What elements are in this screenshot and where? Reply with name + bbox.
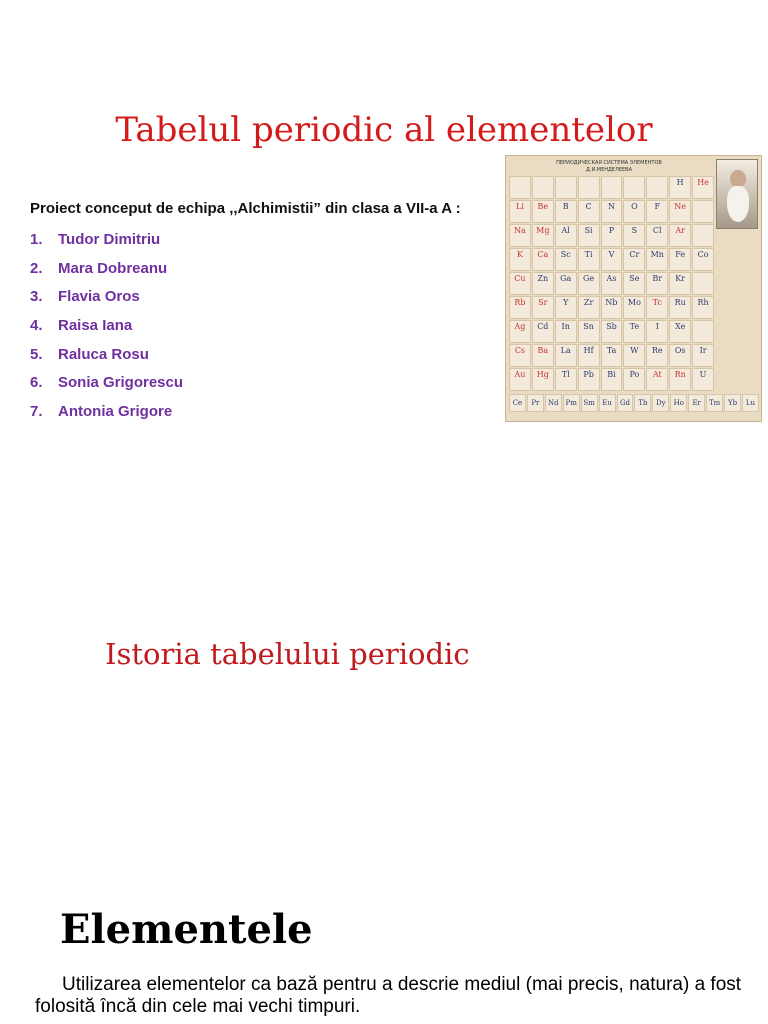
list-number: 6. [30,374,43,392]
element-cell: Ce [509,394,526,412]
element-cell: Y [555,296,577,319]
element-cell: Ca [532,248,554,271]
element-cell: Gd [617,394,634,412]
element-cell: Mo [623,296,645,319]
element-cell [692,320,714,343]
element-cell: Pm [563,394,580,412]
element-cell: Ne [669,200,691,223]
element-cell [623,176,645,199]
lanthanide-row [509,394,759,412]
element-cell: Dy [652,394,669,412]
element-cell: Nb [601,296,623,319]
element-grid [509,176,714,388]
element-cell: Ge [578,272,600,295]
element-cell: Ar [669,224,691,247]
element-cell [532,176,554,199]
member-name: Raluca Rosu [58,345,149,363]
element-cell: Rn [669,368,691,391]
element-cell [692,224,714,247]
element-cell [578,176,600,199]
element-cell: Se [623,272,645,295]
table-caption-line: Д.И.МЕНДЕЛЕЕВА [585,167,633,173]
list-number: 3. [30,288,43,306]
page-title: Tabelul periodic al elementelor [115,110,653,150]
element-cell: He [692,176,714,199]
element-cell: Ho [670,394,687,412]
list-number: 7. [30,403,43,421]
element-cell: N [601,200,623,223]
table-caption-line: ПЕРИОДИЧЕСКАЯ СИСТЕМА ЭЛЕМЕНТОВ [556,160,662,166]
list-number: 2. [30,259,43,277]
element-cell: At [646,368,668,391]
element-cell: Tm [706,394,723,412]
body-paragraph: Utilizarea elementelor ca bază pentru a descrie mediul (mai precis, natura) a fost folosită încă din cele mai vechi timpuri. [35,974,742,1017]
element-cell: Ag [509,320,531,343]
element-cell: Sn [578,320,600,343]
list-item [30,398,183,427]
element-cell: Tl [555,368,577,391]
element-cell [509,176,531,199]
element-cell: Tb [634,394,651,412]
list-item [30,283,183,312]
element-cell: Be [532,200,554,223]
element-cell: Ba [532,344,554,367]
element-cell: S [623,224,645,247]
element-cell: Fe [669,248,691,271]
member-name: Antonia Grigore [58,403,173,421]
list-number: 4. [30,317,43,335]
member-name: Flavia Oros [58,288,140,306]
list-number: 1. [30,231,43,248]
element-cell: H [669,176,691,199]
element-cell: Yb [724,394,741,412]
element-cell: Zn [532,272,554,295]
element-cell: Te [623,320,645,343]
project-intro: Proiect conceput de echipa ,,Alchimistii” din clasa a VII-a A : [30,200,461,217]
element-cell: Bi [601,368,623,391]
member-name: Tudor Dimitriu [58,231,161,248]
element-cell: C [578,200,600,223]
list-item [30,255,183,284]
element-cell: Po [623,368,645,391]
periodic-table-image [505,155,762,422]
element-cell: Sc [555,248,577,271]
element-cell [601,176,623,199]
element-cell: Au [509,368,531,391]
element-cell: As [601,272,623,295]
element-cell: Hg [532,368,554,391]
element-cell: Ru [669,296,691,319]
team-member-list [30,226,183,427]
table-caption [534,160,684,174]
mendeleev-portrait-image [716,159,758,229]
element-cell: Rh [692,296,714,319]
element-cell: La [555,344,577,367]
element-cell: Ga [555,272,577,295]
element-cell: Cr [623,248,645,271]
element-cell: I [646,320,668,343]
element-cell: Mn [646,248,668,271]
element-cell: U [692,368,714,391]
element-cell: Re [646,344,668,367]
element-cell: K [509,248,531,271]
element-cell: In [555,320,577,343]
element-cell: Xe [669,320,691,343]
element-cell: Ta [601,344,623,367]
element-cell: Ti [578,248,600,271]
element-cell: Li [509,200,531,223]
element-cell: Pb [578,368,600,391]
element-cell: O [623,200,645,223]
element-cell: Mg [532,224,554,247]
element-cell: W [623,344,645,367]
list-item [30,226,183,255]
element-cell: Cs [509,344,531,367]
member-name: Sonia Grigorescu [58,374,184,392]
element-cell: Br [646,272,668,295]
element-cell: Co [692,248,714,271]
section-heading: Elementele [60,906,313,953]
element-cell: Zr [578,296,600,319]
element-cell: Rb [509,296,531,319]
element-cell: Si [578,224,600,247]
element-cell: Cl [646,224,668,247]
element-cell: Er [688,394,705,412]
element-cell: Al [555,224,577,247]
list-item [30,312,183,341]
element-cell: B [555,200,577,223]
element-cell: Sr [532,296,554,319]
element-cell: Hf [578,344,600,367]
element-cell: Kr [669,272,691,295]
element-cell: Sb [601,320,623,343]
list-number: 5. [30,345,43,363]
element-cell: Cu [509,272,531,295]
list-item [30,369,183,398]
member-name: Mara Dobreanu [58,259,168,277]
element-cell: Lu [742,394,759,412]
element-cell: Os [669,344,691,367]
element-cell: P [601,224,623,247]
element-cell [692,200,714,223]
element-cell: Sm [581,394,598,412]
member-name: Raisa Iana [58,317,133,335]
element-cell: Nd [545,394,562,412]
section-title: Istoria tabelului periodic [105,637,470,671]
element-cell: Ir [692,344,714,367]
element-cell: F [646,200,668,223]
list-item [30,341,183,370]
element-cell: Cd [532,320,554,343]
element-cell: Na [509,224,531,247]
element-cell [692,272,714,295]
element-cell: Tc [646,296,668,319]
element-cell [646,176,668,199]
element-cell: V [601,248,623,271]
element-cell: Pr [527,394,544,412]
element-cell [555,176,577,199]
element-cell: Eu [599,394,616,412]
portrait-beard [727,186,749,222]
